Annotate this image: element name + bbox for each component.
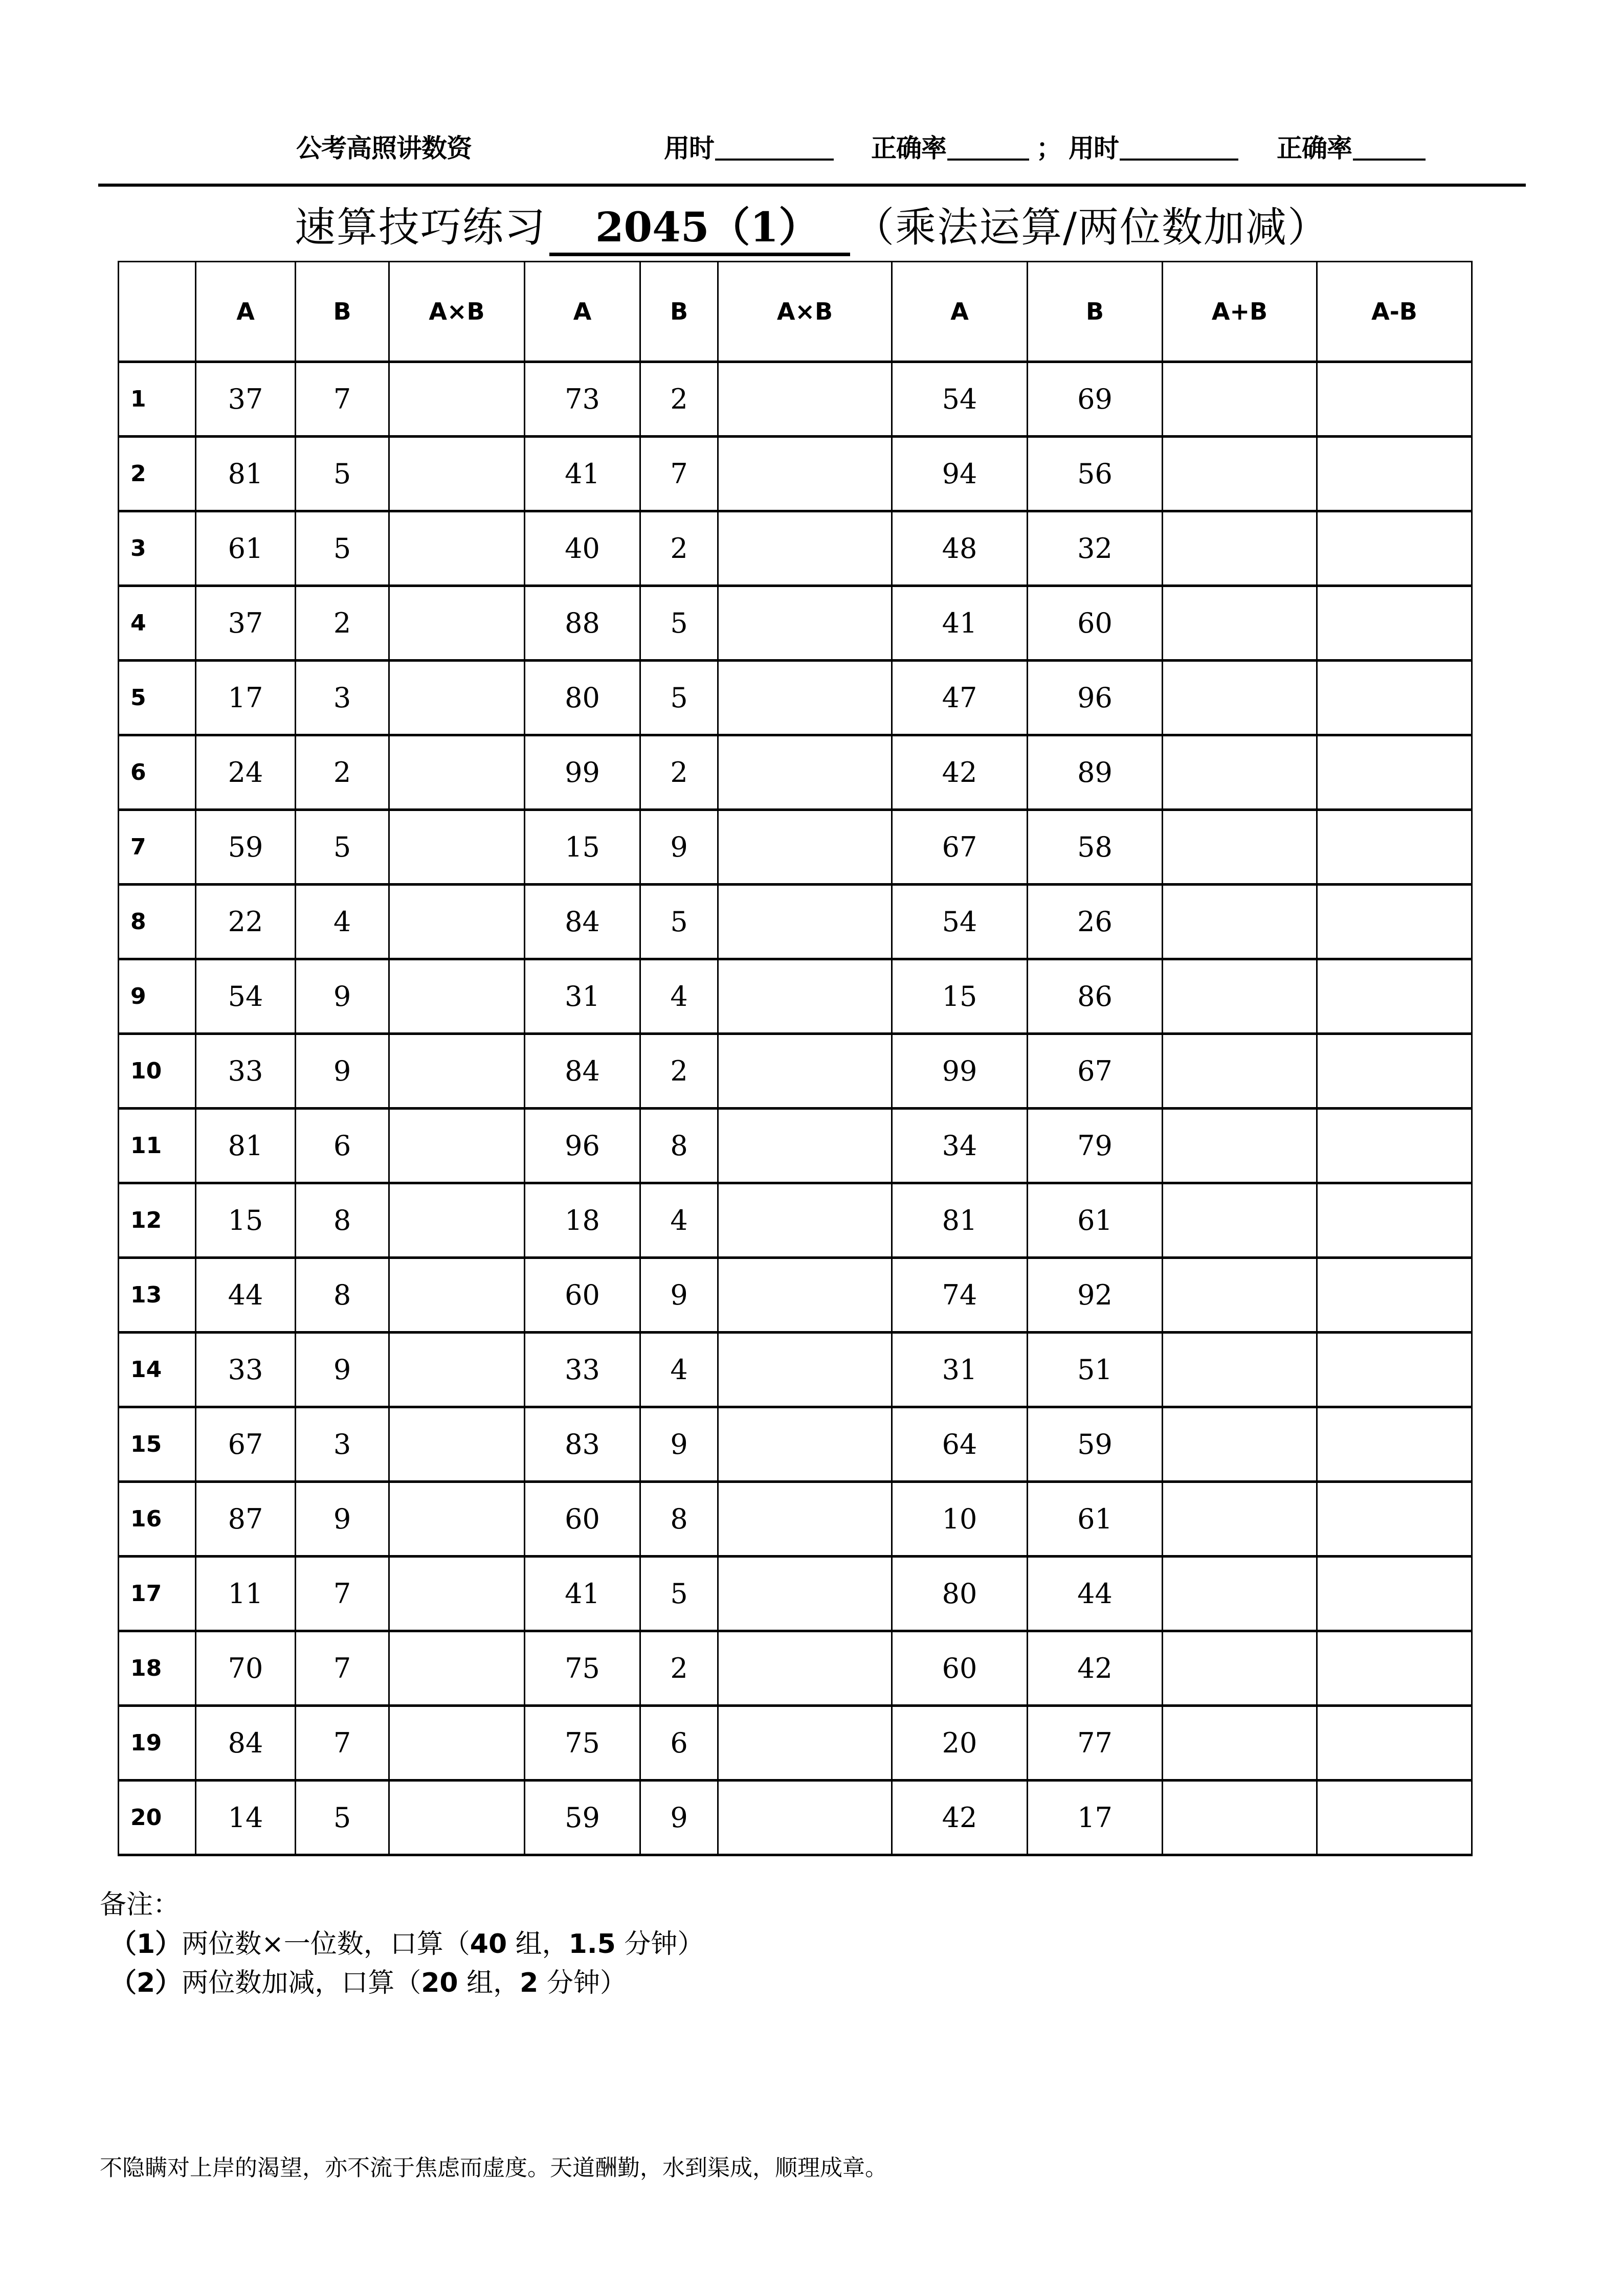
operand-cell-m2-a: 15 — [525, 810, 640, 885]
answer-cell-m1-ab[interactable] — [389, 885, 525, 959]
table-row — [119, 437, 1472, 511]
answer-cell-s-sum[interactable] — [1163, 1781, 1317, 1855]
operand-cell-s-a: 94 — [892, 437, 1028, 511]
answer-cell-m2-ab[interactable] — [718, 1706, 892, 1781]
operand-cell-s-a: 48 — [892, 511, 1028, 586]
operand-cell-m1-a: 11 — [196, 1557, 296, 1631]
answer-cell-s-sum[interactable] — [1163, 586, 1317, 661]
answer-cell-m1-ab[interactable] — [389, 661, 525, 735]
operand-cell-m1-a: 84 — [196, 1706, 296, 1781]
title-main: 速算技巧练习 — [294, 204, 546, 251]
operand-cell-m1-b: 5 — [296, 511, 389, 586]
answer-cell-m1-ab[interactable] — [389, 1407, 525, 1482]
note-item-2 — [100, 1964, 1430, 2002]
column-header-m2-b: B — [640, 262, 718, 362]
operand-cell-m2-b: 7 — [640, 437, 718, 511]
operand-cell-m2-a: 60 — [525, 1258, 640, 1333]
answer-cell-s-diff[interactable] — [1317, 1631, 1472, 1706]
operand-cell-m1-b: 8 — [296, 1258, 389, 1333]
answer-cell-s-diff[interactable] — [1317, 1258, 1472, 1333]
operand-cell-m1-a: 14 — [196, 1781, 296, 1855]
answer-cell-s-sum[interactable] — [1163, 959, 1317, 1034]
answer-cell-m2-ab[interactable] — [718, 1482, 892, 1557]
row-number: 5 — [119, 661, 196, 735]
operand-cell-m2-a: 73 — [525, 362, 640, 437]
answer-cell-m2-ab[interactable] — [718, 1407, 892, 1482]
answer-cell-m1-ab[interactable] — [389, 735, 525, 810]
operand-cell-m2-b: 2 — [640, 511, 718, 586]
answer-cell-s-diff[interactable] — [1317, 1333, 1472, 1407]
answer-cell-m2-ab[interactable] — [718, 1781, 892, 1855]
answer-cell-s-sum[interactable] — [1163, 1482, 1317, 1557]
answer-cell-m1-ab[interactable] — [389, 1631, 525, 1706]
operand-cell-m1-b: 9 — [296, 1333, 389, 1407]
worksheet-header — [98, 128, 1526, 169]
answer-cell-s-sum[interactable] — [1163, 362, 1317, 437]
answer-cell-m2-ab[interactable] — [718, 1183, 892, 1258]
table-row — [119, 1258, 1472, 1333]
operand-cell-s-a: 20 — [892, 1706, 1028, 1781]
answer-cell-m2-ab[interactable] — [718, 661, 892, 735]
operand-cell-m1-a: 33 — [196, 1333, 296, 1407]
operand-cell-m1-b: 3 — [296, 1407, 389, 1482]
operand-cell-s-b: 44 — [1028, 1557, 1163, 1631]
operand-cell-m1-b: 7 — [296, 1557, 389, 1631]
operand-cell-s-a: 99 — [892, 1034, 1028, 1109]
notes-title: 备注： — [100, 1889, 180, 1920]
answer-cell-m1-ab[interactable] — [389, 1781, 525, 1855]
operand-cell-m1-a: 87 — [196, 1482, 296, 1557]
operand-cell-m2-a: 33 — [525, 1333, 640, 1407]
operand-cell-m1-a: 44 — [196, 1258, 296, 1333]
operand-cell-m1-b: 7 — [296, 1631, 389, 1706]
row-number: 7 — [119, 810, 196, 885]
operand-cell-m1-a: 37 — [196, 362, 296, 437]
operand-cell-m2-b: 8 — [640, 1109, 718, 1183]
note-number: （1） — [110, 1929, 182, 1960]
accuracy-label: 正确率 — [871, 133, 946, 163]
row-number: 14 — [119, 1333, 196, 1407]
answer-cell-m1-ab[interactable] — [389, 586, 525, 661]
answer-cell-m2-ab[interactable] — [718, 1557, 892, 1631]
operand-cell-s-b: 51 — [1028, 1333, 1163, 1407]
row-number: 8 — [119, 885, 196, 959]
answer-cell-s-sum[interactable] — [1163, 511, 1317, 586]
table-row — [119, 1109, 1472, 1183]
table-row — [119, 1781, 1472, 1855]
note-count: 40 — [470, 1929, 507, 1960]
operand-cell-s-a: 31 — [892, 1333, 1028, 1407]
operand-cell-s-a: 67 — [892, 810, 1028, 885]
note-text: 两位数加减，口算（ — [182, 1968, 421, 1998]
operand-cell-m2-a: 75 — [525, 1631, 640, 1706]
operand-cell-m2-b: 2 — [640, 1631, 718, 1706]
time-used-label: 用时 — [1069, 133, 1119, 163]
note-text: 分钟） — [615, 1929, 704, 1960]
answer-cell-m2-ab[interactable] — [718, 810, 892, 885]
answer-cell-s-diff[interactable] — [1317, 1557, 1472, 1631]
answer-cell-s-diff[interactable] — [1317, 959, 1472, 1034]
operand-cell-m1-b: 5 — [296, 437, 389, 511]
operand-cell-s-b: 60 — [1028, 586, 1163, 661]
answer-cell-s-diff[interactable] — [1317, 1482, 1472, 1557]
operand-cell-s-a: 60 — [892, 1631, 1028, 1706]
table-row — [119, 1407, 1472, 1482]
answer-cell-s-diff[interactable] — [1317, 1109, 1472, 1183]
row-number: 16 — [119, 1482, 196, 1557]
operand-cell-m2-a: 41 — [525, 437, 640, 511]
column-header-s-diff: A-B — [1317, 262, 1472, 362]
answer-cell-s-diff[interactable] — [1317, 511, 1472, 586]
answer-cell-m2-ab[interactable] — [718, 1034, 892, 1109]
table-row — [119, 1034, 1472, 1109]
operand-cell-m2-b: 5 — [640, 586, 718, 661]
operand-cell-m1-b: 4 — [296, 885, 389, 959]
operand-cell-s-b: 61 — [1028, 1482, 1163, 1557]
row-number: 12 — [119, 1183, 196, 1258]
operand-cell-m2-a: 40 — [525, 511, 640, 586]
operand-cell-s-a: 47 — [892, 661, 1028, 735]
answer-cell-s-sum[interactable] — [1163, 1631, 1317, 1706]
row-number: 11 — [119, 1109, 196, 1183]
answer-cell-m1-ab[interactable] — [389, 1706, 525, 1781]
operand-cell-m1-a: 33 — [196, 1034, 296, 1109]
operand-cell-m2-a: 31 — [525, 959, 640, 1034]
operand-cell-s-b: 26 — [1028, 885, 1163, 959]
table-row — [119, 661, 1472, 735]
row-number: 17 — [119, 1557, 196, 1631]
answer-cell-m1-ab[interactable] — [389, 1557, 525, 1631]
answer-cell-s-diff[interactable] — [1317, 1407, 1472, 1482]
operand-cell-m1-b: 9 — [296, 959, 389, 1034]
operand-cell-m2-a: 41 — [525, 1557, 640, 1631]
footer-motto: 不隐瞒对上岸的渴望，亦不流于焦虑而虚度。天道酬勤，水到渠成，顺理成章。 — [100, 2155, 887, 2181]
operand-cell-m2-a: 80 — [525, 661, 640, 735]
answer-cell-m2-ab[interactable] — [718, 885, 892, 959]
operand-cell-s-a: 81 — [892, 1183, 1028, 1258]
answer-cell-s-sum[interactable] — [1163, 1258, 1317, 1333]
row-number: 2 — [119, 437, 196, 511]
time-used-field-2 — [1069, 128, 1238, 169]
operand-cell-m2-b: 2 — [640, 362, 718, 437]
table-row — [119, 810, 1472, 885]
answer-cell-s-diff[interactable] — [1317, 437, 1472, 511]
answer-cell-m1-ab[interactable] — [389, 1034, 525, 1109]
operand-cell-m1-a: 24 — [196, 735, 296, 810]
operand-cell-m1-b: 3 — [296, 661, 389, 735]
operand-cell-m1-a: 59 — [196, 810, 296, 885]
column-header-m1-ab: A×B — [389, 262, 525, 362]
operand-cell-s-a: 80 — [892, 1557, 1028, 1631]
operand-cell-s-b: 92 — [1028, 1258, 1163, 1333]
column-header-index — [119, 262, 196, 362]
answer-cell-m2-ab[interactable] — [718, 1631, 892, 1706]
operand-cell-m1-b: 7 — [296, 362, 389, 437]
operand-cell-m2-b: 9 — [640, 1258, 718, 1333]
row-number: 20 — [119, 1781, 196, 1855]
note-text: 组， — [507, 1929, 569, 1960]
practice-table — [118, 261, 1473, 1856]
operand-cell-m1-b: 2 — [296, 586, 389, 661]
answer-cell-m1-ab[interactable] — [389, 1482, 525, 1557]
time-used-blank[interactable] — [715, 159, 834, 161]
operand-cell-s-b: 59 — [1028, 1407, 1163, 1482]
answer-cell-s-diff[interactable] — [1317, 586, 1472, 661]
header-divider — [98, 184, 1526, 187]
row-number: 6 — [119, 735, 196, 810]
answer-cell-m1-ab[interactable] — [389, 1333, 525, 1407]
column-header-m2-ab: A×B — [718, 262, 892, 362]
operand-cell-s-b: 17 — [1028, 1781, 1163, 1855]
answer-cell-s-sum[interactable] — [1163, 437, 1317, 511]
row-number: 10 — [119, 1034, 196, 1109]
note-number: （2） — [110, 1968, 182, 1998]
operand-cell-m2-b: 4 — [640, 1333, 718, 1407]
answer-cell-s-diff[interactable] — [1317, 1706, 1472, 1781]
operand-cell-s-a: 41 — [892, 586, 1028, 661]
operand-cell-m2-b: 5 — [640, 1557, 718, 1631]
separator: ； — [1036, 133, 1062, 163]
answer-cell-m1-ab[interactable] — [389, 1109, 525, 1183]
operand-cell-m1-b: 9 — [296, 1482, 389, 1557]
table-row — [119, 362, 1472, 437]
answer-cell-m2-ab[interactable] — [718, 586, 892, 661]
operand-cell-m1-b: 6 — [296, 1109, 389, 1183]
operand-cell-m1-a: 37 — [196, 586, 296, 661]
page-title — [0, 194, 1624, 261]
operand-cell-m2-b: 8 — [640, 1482, 718, 1557]
operand-cell-m2-b: 5 — [640, 885, 718, 959]
answer-cell-s-diff[interactable] — [1317, 1781, 1472, 1855]
operand-cell-m2-a: 75 — [525, 1706, 640, 1781]
answer-cell-m1-ab[interactable] — [389, 1183, 525, 1258]
operand-cell-m2-a: 83 — [525, 1407, 640, 1482]
operand-cell-m1-a: 81 — [196, 1109, 296, 1183]
operand-cell-m1-a: 61 — [196, 511, 296, 586]
answer-cell-m2-ab[interactable] — [718, 362, 892, 437]
answer-cell-s-diff[interactable] — [1317, 810, 1472, 885]
table-row — [119, 1557, 1472, 1631]
note-time: 1.5 — [568, 1929, 616, 1960]
operand-cell-m2-a: 84 — [525, 885, 640, 959]
answer-cell-s-sum[interactable] — [1163, 1706, 1317, 1781]
operand-cell-m2-b: 6 — [640, 1706, 718, 1781]
answer-cell-s-diff[interactable] — [1317, 735, 1472, 810]
answer-cell-s-sum[interactable] — [1163, 1333, 1317, 1407]
answer-cell-m1-ab[interactable] — [389, 362, 525, 437]
answer-cell-s-sum[interactable] — [1163, 1183, 1317, 1258]
operand-cell-m2-b: 2 — [640, 1034, 718, 1109]
notes-section — [100, 1885, 1430, 2002]
table-header-row — [119, 262, 1472, 362]
title-code: 2045（1） — [549, 201, 850, 256]
column-header-m1-b: B — [296, 262, 389, 362]
operand-cell-s-a: 54 — [892, 362, 1028, 437]
answer-cell-m2-ab[interactable] — [718, 735, 892, 810]
operand-cell-m2-b: 9 — [640, 1781, 718, 1855]
time-used-field-1 — [664, 128, 834, 169]
operand-cell-m1-b: 5 — [296, 1781, 389, 1855]
answer-cell-m1-ab[interactable] — [389, 959, 525, 1034]
accuracy-blank[interactable] — [1353, 159, 1426, 161]
operand-cell-m2-b: 4 — [640, 1183, 718, 1258]
answer-cell-m2-ab[interactable] — [718, 437, 892, 511]
table-row — [119, 586, 1472, 661]
answer-cell-m2-ab[interactable] — [718, 1258, 892, 1333]
row-number: 9 — [119, 959, 196, 1034]
column-header-s-a: A — [892, 262, 1028, 362]
answer-cell-m1-ab[interactable] — [389, 810, 525, 885]
answer-cell-s-diff[interactable] — [1317, 1183, 1472, 1258]
operand-cell-s-a: 64 — [892, 1407, 1028, 1482]
answer-cell-s-diff[interactable] — [1317, 362, 1472, 437]
operand-cell-s-b: 86 — [1028, 959, 1163, 1034]
operand-cell-m2-b: 9 — [640, 810, 718, 885]
operand-cell-m2-a: 84 — [525, 1034, 640, 1109]
table-row — [119, 959, 1472, 1034]
operand-cell-m1-a: 17 — [196, 661, 296, 735]
accuracy-blank[interactable] — [947, 159, 1029, 161]
operand-cell-s-b: 32 — [1028, 511, 1163, 586]
operand-cell-s-b: 77 — [1028, 1706, 1163, 1781]
answer-cell-s-diff[interactable] — [1317, 885, 1472, 959]
operand-cell-s-b: 61 — [1028, 1183, 1163, 1258]
operand-cell-m2-a: 18 — [525, 1183, 640, 1258]
operand-cell-s-a: 34 — [892, 1109, 1028, 1183]
answer-cell-s-sum[interactable] — [1163, 885, 1317, 959]
operand-cell-m1-a: 54 — [196, 959, 296, 1034]
operand-cell-s-a: 42 — [892, 1781, 1028, 1855]
column-header-s-sum: A+B — [1163, 262, 1317, 362]
operand-cell-m2-a: 88 — [525, 586, 640, 661]
accuracy-field-1 — [871, 128, 1073, 169]
operand-cell-m1-a: 67 — [196, 1407, 296, 1482]
accuracy-label: 正确率 — [1277, 133, 1352, 163]
table-row — [119, 735, 1472, 810]
operand-cell-m1-a: 15 — [196, 1183, 296, 1258]
operand-cell-m1-a: 22 — [196, 885, 296, 959]
table-row — [119, 1631, 1472, 1706]
answer-cell-s-sum[interactable] — [1163, 1407, 1317, 1482]
answer-cell-s-sum[interactable] — [1163, 735, 1317, 810]
note-text: 组， — [458, 1968, 520, 1998]
note-time: 2 — [520, 1968, 539, 1998]
row-number: 1 — [119, 362, 196, 437]
operand-cell-s-a: 42 — [892, 735, 1028, 810]
answer-cell-s-sum[interactable] — [1163, 1109, 1317, 1183]
answer-cell-s-sum[interactable] — [1163, 1034, 1317, 1109]
operand-cell-m2-a: 99 — [525, 735, 640, 810]
row-number: 3 — [119, 511, 196, 586]
operand-cell-m1-b: 9 — [296, 1034, 389, 1109]
row-number: 4 — [119, 586, 196, 661]
title-subtitle: （乘法运算/两位数加减） — [853, 204, 1330, 251]
operand-cell-m2-a: 96 — [525, 1109, 640, 1183]
operand-cell-s-a: 74 — [892, 1258, 1028, 1333]
operand-cell-s-b: 89 — [1028, 735, 1163, 810]
time-used-label: 用时 — [664, 133, 714, 163]
answer-cell-m2-ab[interactable] — [718, 1333, 892, 1407]
column-header-m1-a: A — [196, 262, 296, 362]
row-number: 19 — [119, 1706, 196, 1781]
answer-cell-s-sum[interactable] — [1163, 1557, 1317, 1631]
answer-cell-s-diff[interactable] — [1317, 661, 1472, 735]
operand-cell-s-b: 58 — [1028, 810, 1163, 885]
operand-cell-m1-a: 70 — [196, 1631, 296, 1706]
operand-cell-m1-b: 2 — [296, 735, 389, 810]
answer-cell-m1-ab[interactable] — [389, 437, 525, 511]
accuracy-field-2 — [1277, 128, 1426, 169]
operand-cell-m2-b: 4 — [640, 959, 718, 1034]
table-row — [119, 885, 1472, 959]
operand-cell-s-b: 56 — [1028, 437, 1163, 511]
operand-cell-m2-b: 2 — [640, 735, 718, 810]
table-row — [119, 1333, 1472, 1407]
operand-cell-m2-b: 9 — [640, 1407, 718, 1482]
operand-cell-s-b: 96 — [1028, 661, 1163, 735]
operand-cell-m1-b: 7 — [296, 1706, 389, 1781]
operand-cell-m1-b: 5 — [296, 810, 389, 885]
note-item-1 — [100, 1925, 1430, 1964]
brand-name: 公考高照讲数资 — [296, 133, 472, 163]
table-row — [119, 1706, 1472, 1781]
note-text: 分钟） — [538, 1968, 627, 1998]
operand-cell-s-b: 42 — [1028, 1631, 1163, 1706]
operand-cell-s-a: 10 — [892, 1482, 1028, 1557]
table-row — [119, 511, 1472, 586]
answer-cell-m2-ab[interactable] — [718, 959, 892, 1034]
answer-cell-s-sum[interactable] — [1163, 810, 1317, 885]
table-row — [119, 1482, 1472, 1557]
operand-cell-s-b: 69 — [1028, 362, 1163, 437]
operand-cell-m2-a: 59 — [525, 1781, 640, 1855]
operand-cell-m2-b: 5 — [640, 661, 718, 735]
column-header-s-b: B — [1028, 262, 1163, 362]
answer-cell-m1-ab[interactable] — [389, 511, 525, 586]
operand-cell-s-a: 54 — [892, 885, 1028, 959]
operand-cell-s-a: 15 — [892, 959, 1028, 1034]
answer-cell-s-diff[interactable] — [1317, 1034, 1472, 1109]
row-number: 13 — [119, 1258, 196, 1333]
table-row — [119, 1183, 1472, 1258]
operand-cell-s-b: 67 — [1028, 1034, 1163, 1109]
operand-cell-m1-a: 81 — [196, 437, 296, 511]
answer-cell-s-sum[interactable] — [1163, 661, 1317, 735]
answer-cell-m1-ab[interactable] — [389, 1258, 525, 1333]
answer-cell-m2-ab[interactable] — [718, 1109, 892, 1183]
answer-cell-m2-ab[interactable] — [718, 511, 892, 586]
note-count: 20 — [421, 1968, 458, 1998]
column-header-m2-a: A — [525, 262, 640, 362]
operand-cell-m1-b: 8 — [296, 1183, 389, 1258]
operand-cell-m2-a: 60 — [525, 1482, 640, 1557]
row-number: 18 — [119, 1631, 196, 1706]
row-number: 15 — [119, 1407, 196, 1482]
operand-cell-s-b: 79 — [1028, 1109, 1163, 1183]
time-used-blank[interactable] — [1120, 159, 1238, 161]
note-text: 两位数×一位数，口算（ — [182, 1929, 470, 1960]
